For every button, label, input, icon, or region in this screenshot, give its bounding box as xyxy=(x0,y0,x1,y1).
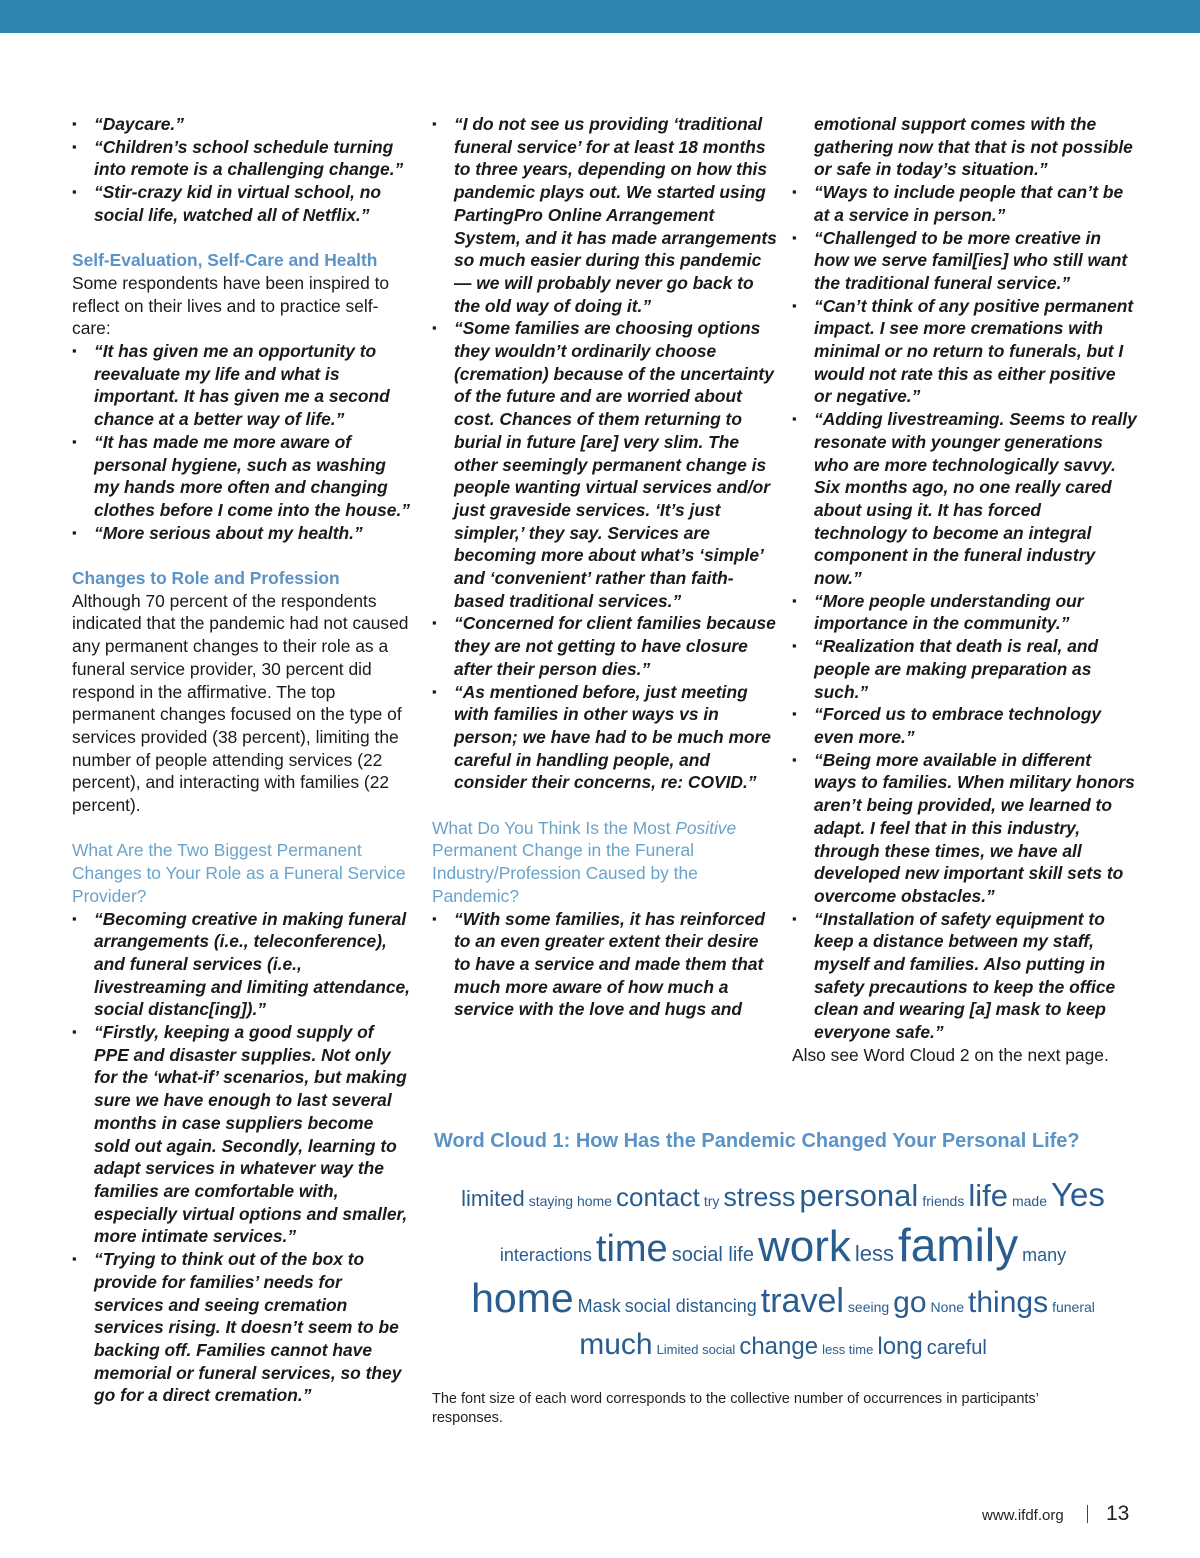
list-item: ▪ “As mentioned before, just meeting with families in other ways vs in person; we have had to be much more careful in handling people, and consider their concerns, re: COVID.” xyxy=(432,681,777,795)
word-cloud-word: social distancing xyxy=(624,1296,757,1316)
quote-list-self-care xyxy=(72,340,412,544)
list-item: ▪ “It has given me an opportunity to reevaluate my life and what is important. It has given me a second chance at a better way of life.” xyxy=(72,340,412,431)
question-positive-pre: What Do You Think Is the Most xyxy=(432,817,676,838)
list-item: ▪ “Children’s school schedule turning into remote is a challenging change.” xyxy=(72,136,412,181)
word-cloud-word: things xyxy=(968,1286,1049,1319)
word-cloud-word: many xyxy=(1022,1245,1067,1265)
word-cloud-word: much xyxy=(579,1328,653,1361)
heading-self-evaluation: Self-Evaluation, Self-Care and Health xyxy=(72,250,378,271)
list-item: ▪ “With some families, it has reinforced to an even greater extent their desire to have a service and made them that much more aware of how much a service with the love and hugs and xyxy=(432,908,777,1022)
word-cloud-row xyxy=(432,1178,1138,1211)
quote-list-positive-continued xyxy=(792,181,1137,1044)
list-item: ▪ “Being more available in different ways to families. When military honors aren’t being provided, we learned to adapt. I feel that in this industry, through these times, we have all developed new important skill sets to overcome obstacles.” xyxy=(792,749,1137,908)
word-cloud-word: less xyxy=(854,1241,894,1266)
question-positive-emphasis: Positive xyxy=(675,817,737,838)
word-cloud-word: contact xyxy=(615,1182,700,1212)
quote-list-role xyxy=(72,908,412,1407)
question-role-changes: What Are the Two Biggest Permanent Changes to Your Role as a Funeral Service Provider? xyxy=(72,840,406,906)
list-item: ▪ “Installation of safety equipment to keep a distance between my staff, myself and families. Also putting in safety precautions to keep the office clean and wearing [a] mask to keep everyone safe.” xyxy=(792,908,1137,1044)
quote-continuation xyxy=(792,113,1137,181)
word-cloud-word: life xyxy=(968,1178,1008,1213)
list-item: ▪ “Adding livestreaming. Seems to really resonate with younger generations who are more technologically savvy. Six months ago, no one really cared about using it. It has forced technology to become an integral component in the funeral industry now.” xyxy=(792,408,1137,590)
column-1 xyxy=(72,113,412,1407)
list-item: ▪ “Concerned for client families because they are not getting to have closure after their person dies.” xyxy=(432,612,777,680)
list-item: ▪ “I do not see us providing ‘traditional funeral service’ for at least 18 months to three years, depending on how this pandemic plays out. We started using PartingPro Online Arrangement System, and it has made arrangements so much easier during this pandemic — we will probably never go back to the old way of doing it.” xyxy=(432,113,777,317)
word-cloud-word: Mask xyxy=(577,1296,621,1316)
word-cloud-word: go xyxy=(893,1286,927,1319)
word-cloud-word: seeing xyxy=(847,1299,890,1315)
column-3 xyxy=(792,113,1137,1067)
list-item: ▪ “Trying to think out of the box to provide for families’ needs for services and seeing cremation services rising. It doesn’t seem to be backing off. Families cannot have memorial or funeral services, so they go for a direct cremation.” xyxy=(72,1248,412,1407)
word-cloud-word: funeral xyxy=(1052,1299,1095,1315)
list-item: ▪ “More serious about my health.” xyxy=(72,522,412,545)
word-cloud-note: Also see Word Cloud 2 on the next page. xyxy=(792,1044,1109,1065)
page-number: 13 xyxy=(1106,1502,1130,1525)
word-cloud-word: None xyxy=(930,1299,965,1315)
word-cloud-word: try xyxy=(703,1193,720,1209)
list-item: ▪ “Stir-crazy kid in virtual school, no social life, watched all of Netflix.” xyxy=(72,181,412,226)
word-cloud-word: careful xyxy=(926,1337,987,1359)
word-cloud-word: work xyxy=(757,1222,851,1271)
list-item: ▪ “It has made me more aware of personal hygiene, such as washing my hands more often and changing clothes before I come into the house.” xyxy=(72,431,412,522)
list-item: ▪ “Can’t think of any positive permanent impact. I see more cremations with minimal or no return to funerals, but I would not rate this as either positive or negative.” xyxy=(792,295,1137,409)
word-cloud-word: less time xyxy=(822,1342,874,1357)
footer-url: www.ifdf.org xyxy=(982,1507,1064,1524)
question-positive-post: Permanent Change in the Funeral Industry/Profession Caused by the Pandemic? xyxy=(432,840,698,906)
word-cloud-word: limited xyxy=(461,1186,525,1211)
list-item: ▪ “Ways to include people that can’t be at a service in person.” xyxy=(792,181,1137,226)
quote-list-services xyxy=(432,113,777,794)
word-cloud-title: Word Cloud 1: How Has the Pandemic Changed Your Personal Life? xyxy=(434,1130,1080,1152)
list-item: ▪ “Realization that death is real, and people are making preparation as such.” xyxy=(792,635,1137,703)
quote-list-positive xyxy=(432,908,777,1022)
paragraph-self-care: Some respondents have been inspired to reflect on their lives and to practice self-care: xyxy=(72,272,390,339)
word-cloud-word: Yes xyxy=(1051,1176,1105,1213)
question-positive-change xyxy=(432,817,777,908)
list-item: ▪ “Firstly, keeping a good supply of PPE and disaster supplies. Not only for the ‘what-if’ scenarios, but making sure we have enough to last several months in case suppliers become sold out again. Secondly, learning to adapt services in whatever way the families are comfortable with, especially virtual options and smaller, more intimate services.” xyxy=(72,1021,412,1248)
word-cloud-word: made xyxy=(1011,1193,1048,1209)
heading-role-profession: Changes to Role and Profession xyxy=(72,568,340,589)
list-item-continued: emotional support comes with the gathering now that that is not possible or safe in today’s situation.” xyxy=(814,114,1133,180)
word-cloud-word: Limited social xyxy=(656,1342,736,1357)
column-2 xyxy=(432,113,777,1021)
word-cloud-row xyxy=(432,1219,1138,1271)
list-item: ▪ “Some families are choosing options they wouldn’t ordinarily choose (cremation) because of the uncertainty of the future and are worried about cost. Chances of them returning to burial in future [are] very slim. The other seemingly permanent change is people wanting virtual services and/or just graveside services. ‘It’s just simpler,’ they say. Services are becoming more about what’s ‘simple’ and ‘convenient’ rather than faith-based traditional services.” xyxy=(432,317,777,612)
word-cloud-word: friends xyxy=(922,1193,965,1209)
word-cloud-word: change xyxy=(739,1333,819,1360)
word-cloud-word: long xyxy=(877,1333,923,1360)
word-cloud-row xyxy=(432,1330,1138,1360)
list-item: ▪ “Challenged to be more creative in how we serve famil[ies] who still want the traditional funeral service.” xyxy=(792,227,1137,295)
list-item: ▪ “Daycare.” xyxy=(72,113,412,136)
word-cloud-word: social life xyxy=(671,1244,754,1266)
word-cloud-word: travel xyxy=(760,1282,844,1320)
word-cloud-row xyxy=(432,1275,1138,1321)
list-item: ▪ “Becoming creative in making funeral arrangements (i.e., teleconference), and funeral services (i.e., livestreaming and limiting attendance, social distanc[ing]).” xyxy=(72,908,412,1022)
word-cloud-word: interactions xyxy=(499,1245,592,1265)
word-cloud-word: home xyxy=(471,1275,574,1321)
paragraph-role: Although 70 percent of the respondents indicated that the pandemic had not caused any permanent changes to their role as a funeral service provider, 30 percent did respond in the affirmative. The top permanent changes focused on the type of services provided (38 percent), limiting the number of people attending services (22 percent), and interacting with families (22 percent). xyxy=(72,590,409,816)
word-cloud-word: family xyxy=(898,1219,1019,1271)
top-color-bar xyxy=(0,0,1200,33)
word-cloud-word: personal xyxy=(799,1178,919,1213)
word-cloud xyxy=(432,1170,1138,1370)
list-item: ▪ “More people understanding our importance in the community.” xyxy=(792,590,1137,635)
list-item: ▪ “Forced us to embrace technology even more.” xyxy=(792,703,1137,748)
word-cloud-word: staying home xyxy=(528,1193,612,1209)
word-cloud-word: time xyxy=(595,1228,668,1270)
word-cloud-word: stress xyxy=(723,1182,796,1212)
word-cloud-caption: The font size of each word corresponds to the collective number of occurrences in participants’ responses. xyxy=(432,1391,1039,1426)
footer-divider xyxy=(1087,1505,1088,1523)
quote-list-intro xyxy=(72,113,412,227)
